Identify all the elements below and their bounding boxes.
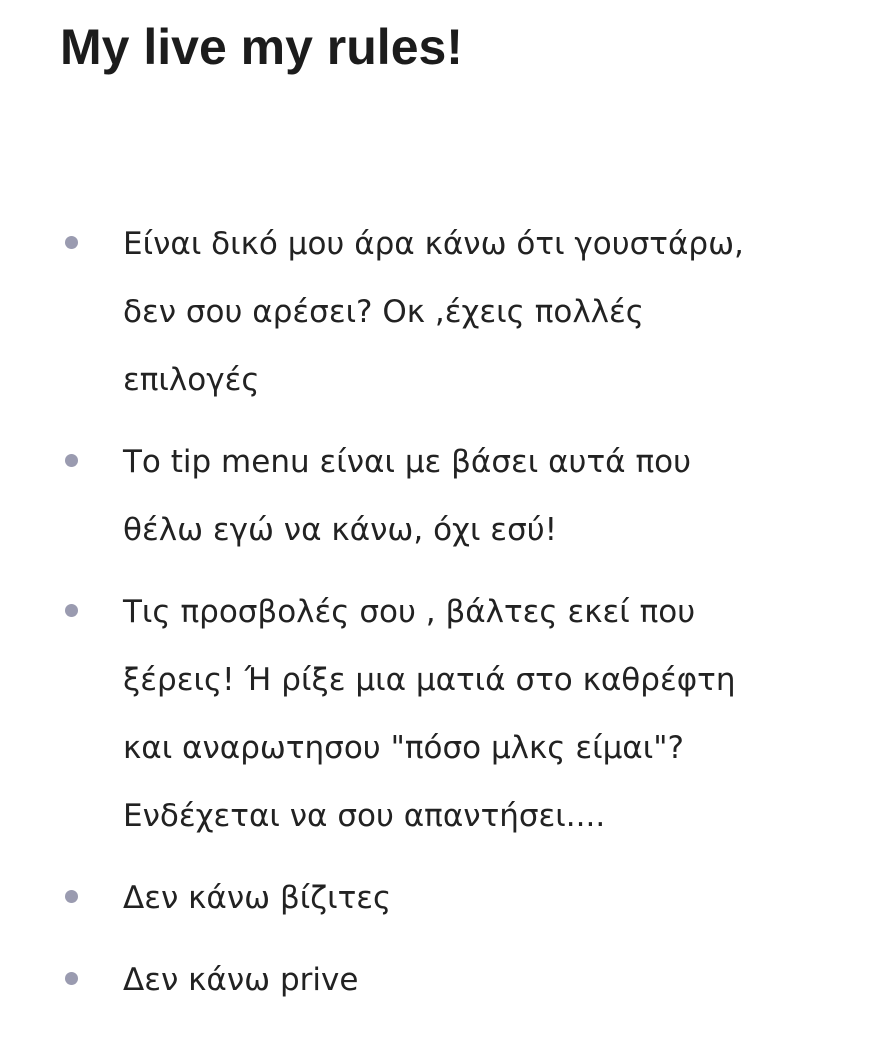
bullet-dot-icon <box>65 972 78 985</box>
rule-line: ξέρεις! Ή ρίξε μια ματιά στο καθρέφτη <box>123 662 736 698</box>
rule-line: Είναι δικό μου άρα κάνω ότι γουστάρω, <box>123 226 744 262</box>
bullet-dot-icon <box>65 236 78 249</box>
list-item <box>0 946 803 1014</box>
rules-list <box>0 210 886 1028</box>
list-item <box>0 210 803 414</box>
bullet-dot-icon <box>65 454 78 467</box>
list-item <box>0 428 803 564</box>
bullet-dot-icon <box>65 890 78 903</box>
rule-line: θέλω εγώ να κάνω, όχι εσύ! <box>123 512 558 548</box>
page-title: My live my rules! <box>60 19 463 75</box>
rule-line: Δεν κάνω prive <box>123 962 359 998</box>
bullet-dot-icon <box>65 604 78 617</box>
rule-line: δεν σου αρέσει? Οκ ,έχεις πολλές <box>123 294 644 330</box>
list-item <box>0 864 803 932</box>
rule-line: επιλογές <box>123 362 260 398</box>
rule-line: Το tip menu είναι με βάσει αυτά που <box>123 444 692 480</box>
rule-line: Τις προσβολές σου , βάλτες εκεί που <box>123 594 696 630</box>
rule-line: και αναρωτησου "πόσο μλκς είμαι"? <box>123 730 684 766</box>
rule-line: Δεν κάνω βίζιτες <box>123 880 392 916</box>
list-item <box>0 578 803 850</box>
rule-line: Ενδέχεται να σου απαντήσει.... <box>123 798 606 834</box>
